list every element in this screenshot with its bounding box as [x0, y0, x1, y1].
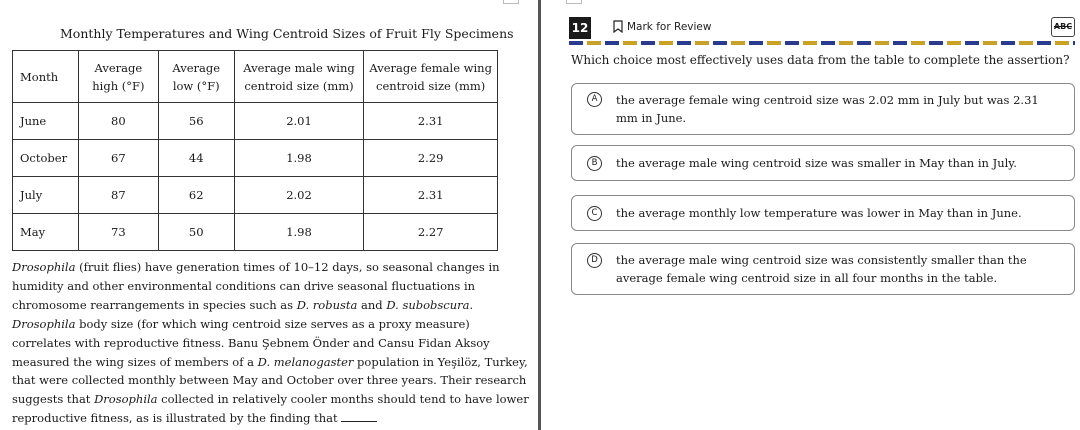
- table-row: [13, 177, 498, 214]
- passage-italic: D. melanogaster: [257, 354, 354, 369]
- passage-italic: D. robusta: [296, 297, 358, 312]
- choice-letter: A: [587, 92, 602, 107]
- table-cell: 2.02: [234, 177, 364, 214]
- choice-text: the average male wing centroid size was smaller in May than in July.: [616, 156, 1017, 170]
- table-cell: 1.98: [234, 140, 364, 177]
- choice-a[interactable]: [571, 83, 1075, 135]
- passage-italic: D. subobscura: [386, 297, 470, 312]
- table-cell: June: [13, 103, 79, 140]
- data-table: [12, 50, 498, 251]
- passage-span: .: [469, 297, 474, 312]
- table-title: Monthly Temperatures and Wing Centroid Sizes of Fruit Fly Specimens: [60, 26, 514, 41]
- mark-for-review-label: Mark for Review: [627, 20, 712, 33]
- passage-span: body size (for which wing centroid size serves as a proxy measure) correlates with reproductive fitness. Banu Şebnem Önder and Cansu Fidan Aksoy measured the wing sizes of members of a: [12, 316, 490, 369]
- table-cell: 80: [78, 103, 158, 140]
- table-cell: May: [13, 214, 79, 251]
- table-cell: 2.31: [364, 103, 498, 140]
- table-cell: 1.98: [234, 214, 364, 251]
- choice-letter: C: [587, 206, 602, 221]
- table-row: [13, 140, 498, 177]
- passage-italic: Drosophila: [12, 316, 76, 331]
- question-prompt: Which choice most effectively uses data from the table to complete the assertion?: [571, 53, 1070, 67]
- question-header: [569, 17, 1075, 39]
- choice-text: the average monthly low temperature was lower in May than in June.: [616, 206, 1022, 220]
- col-header-high: Average high (°F): [78, 51, 158, 103]
- answer-eliminator-button[interactable]: [1051, 17, 1075, 37]
- passage-text: [12, 258, 532, 428]
- passage-italic: Drosophila: [94, 392, 158, 407]
- passage-span: and: [357, 297, 387, 312]
- choice-letter: B: [587, 156, 602, 171]
- strikethrough-abc-icon: ABC: [1053, 22, 1073, 31]
- table-cell: 44: [158, 140, 234, 177]
- col-header-male-wing: Average male wing centroid size (mm): [234, 51, 364, 103]
- col-header-month: Month: [13, 51, 79, 103]
- table-cell: 2.01: [234, 103, 364, 140]
- table-cell: 2.31: [364, 177, 498, 214]
- col-header-female-wing: Average female wing centroid size (mm): [364, 51, 498, 103]
- col-header-low: Average low (°F): [158, 51, 234, 103]
- passage-span: collected in relatively cooler months should tend to have lower reproductive fitness, as is illustrated by the finding that: [12, 392, 529, 426]
- question-number: 12: [569, 17, 591, 39]
- mark-for-review-button[interactable]: [613, 20, 711, 33]
- table-cell: October: [13, 140, 79, 177]
- passage-span: population in Yeşilöz, Turkey, that were collected monthly between May and October over three years. Their research suggests that: [12, 354, 528, 407]
- table-header-row: [13, 51, 498, 103]
- table-cell: 2.27: [364, 214, 498, 251]
- header-divider: [569, 41, 1075, 45]
- passage-panel: [0, 0, 538, 430]
- answer-blank: [341, 412, 377, 422]
- table-cell: 87: [78, 177, 158, 214]
- table-row: [13, 214, 498, 251]
- passage-span: (fruit flies) have generation times of 10–12 days, so seasonal changes in humidity and other environmental conditions can drive seasonal fluctuations in chromosome rearrangements in species such as: [12, 260, 500, 312]
- table-cell: 50: [158, 214, 234, 251]
- table-cell: July: [13, 177, 79, 214]
- choice-letter: D: [587, 253, 602, 268]
- table-row: [13, 103, 498, 140]
- table-cell: 73: [78, 214, 158, 251]
- bookmark-icon: [613, 20, 623, 33]
- question-panel: [541, 0, 1080, 430]
- choice-text: the average female wing centroid size was 2.02 mm in July but was 2.31 mm in June.: [616, 93, 1039, 125]
- table-cell: 67: [78, 140, 158, 177]
- table-cell: 56: [158, 103, 234, 140]
- table-cell: 2.29: [364, 140, 498, 177]
- choice-d[interactable]: [571, 243, 1075, 295]
- choice-b[interactable]: [571, 145, 1075, 181]
- passage-italic: Drosophila: [12, 260, 76, 274]
- table-cell: 62: [158, 177, 234, 214]
- choice-c[interactable]: [571, 195, 1075, 231]
- choice-text: the average male wing centroid size was consistently smaller than the average female wing centroid size in all four months in the table.: [616, 253, 1027, 285]
